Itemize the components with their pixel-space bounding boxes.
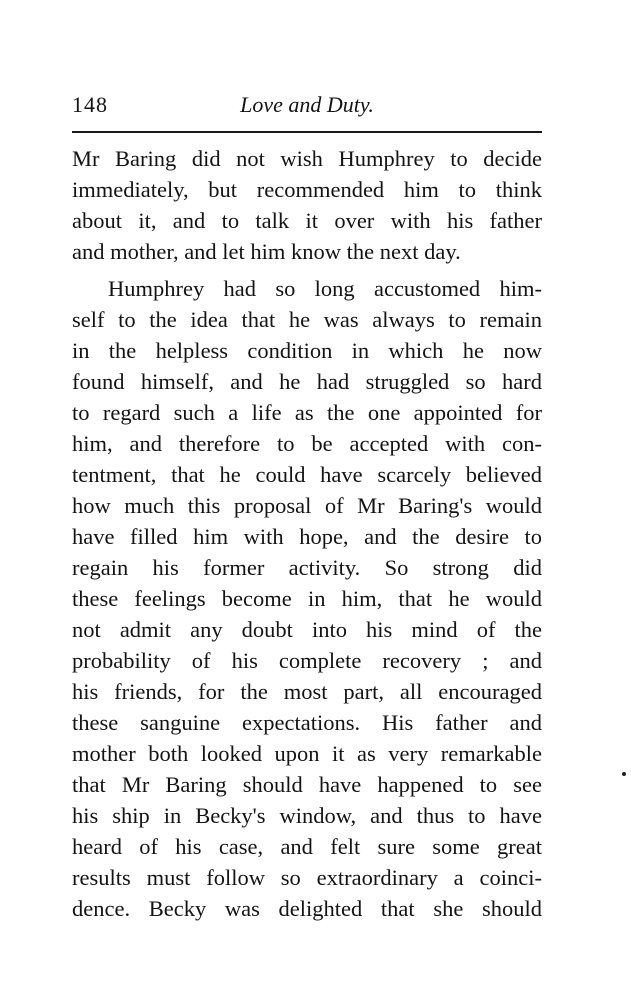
text-line: how much this proposal of Mr Baring's would: [72, 493, 542, 518]
text-line: found himself, and he had struggled so hard: [72, 369, 542, 394]
text-line: results must follow so extraordinary a coinci-: [72, 865, 542, 890]
text-line: heard of his case, and felt sure some great: [72, 834, 542, 859]
text-line: and mother, and let him know the next day.: [72, 239, 461, 264]
text-line: his friends, for the most part, all encouraged: [72, 679, 542, 704]
ink-speck: [622, 772, 626, 776]
text-line: tentment, that he could have scarcely believed: [72, 462, 542, 487]
text-line: probability of his complete recovery ; and: [72, 648, 542, 673]
text-line: mother both looked upon it as very remarkable: [72, 741, 542, 766]
text-line: that Mr Baring should have happened to see: [72, 772, 542, 797]
text-line: Mr Baring did not wish Humphrey to decide: [72, 146, 542, 171]
text-line: to regard such a life as the one appointed for: [72, 400, 542, 425]
text-line: have filled him with hope, and the desire to: [72, 524, 542, 549]
body-text: [72, 143, 542, 924]
text-line: his ship in Becky's window, and thus to have: [72, 803, 542, 828]
text-line: self to the idea that he was always to remain: [72, 307, 542, 332]
text-line: regain his former activity. So strong did: [72, 555, 542, 580]
text-line: about it, and to talk it over with his father: [72, 208, 542, 233]
text-line: him, and therefore to be accepted with con-: [72, 431, 542, 456]
text-line: dence. Becky was delighted that she should: [72, 896, 542, 921]
page-header: [72, 92, 542, 124]
running-title: Love and Duty.: [240, 92, 374, 117]
paragraph-1: [72, 143, 542, 267]
paragraph-2: [72, 273, 542, 924]
text-line: in the helpless condition in which he now: [72, 338, 542, 363]
page-number: 148: [72, 92, 108, 117]
header-rule: [72, 131, 542, 133]
text-line: immediately, but recommended him to think: [72, 177, 542, 202]
text-line: not admit any doubt into his mind of the: [72, 617, 542, 642]
text-line: these feelings become in him, that he would: [72, 586, 542, 611]
text-line: Humphrey had so long accustomed him-: [108, 276, 542, 301]
text-line: these sanguine expectations. His father and: [72, 710, 542, 735]
